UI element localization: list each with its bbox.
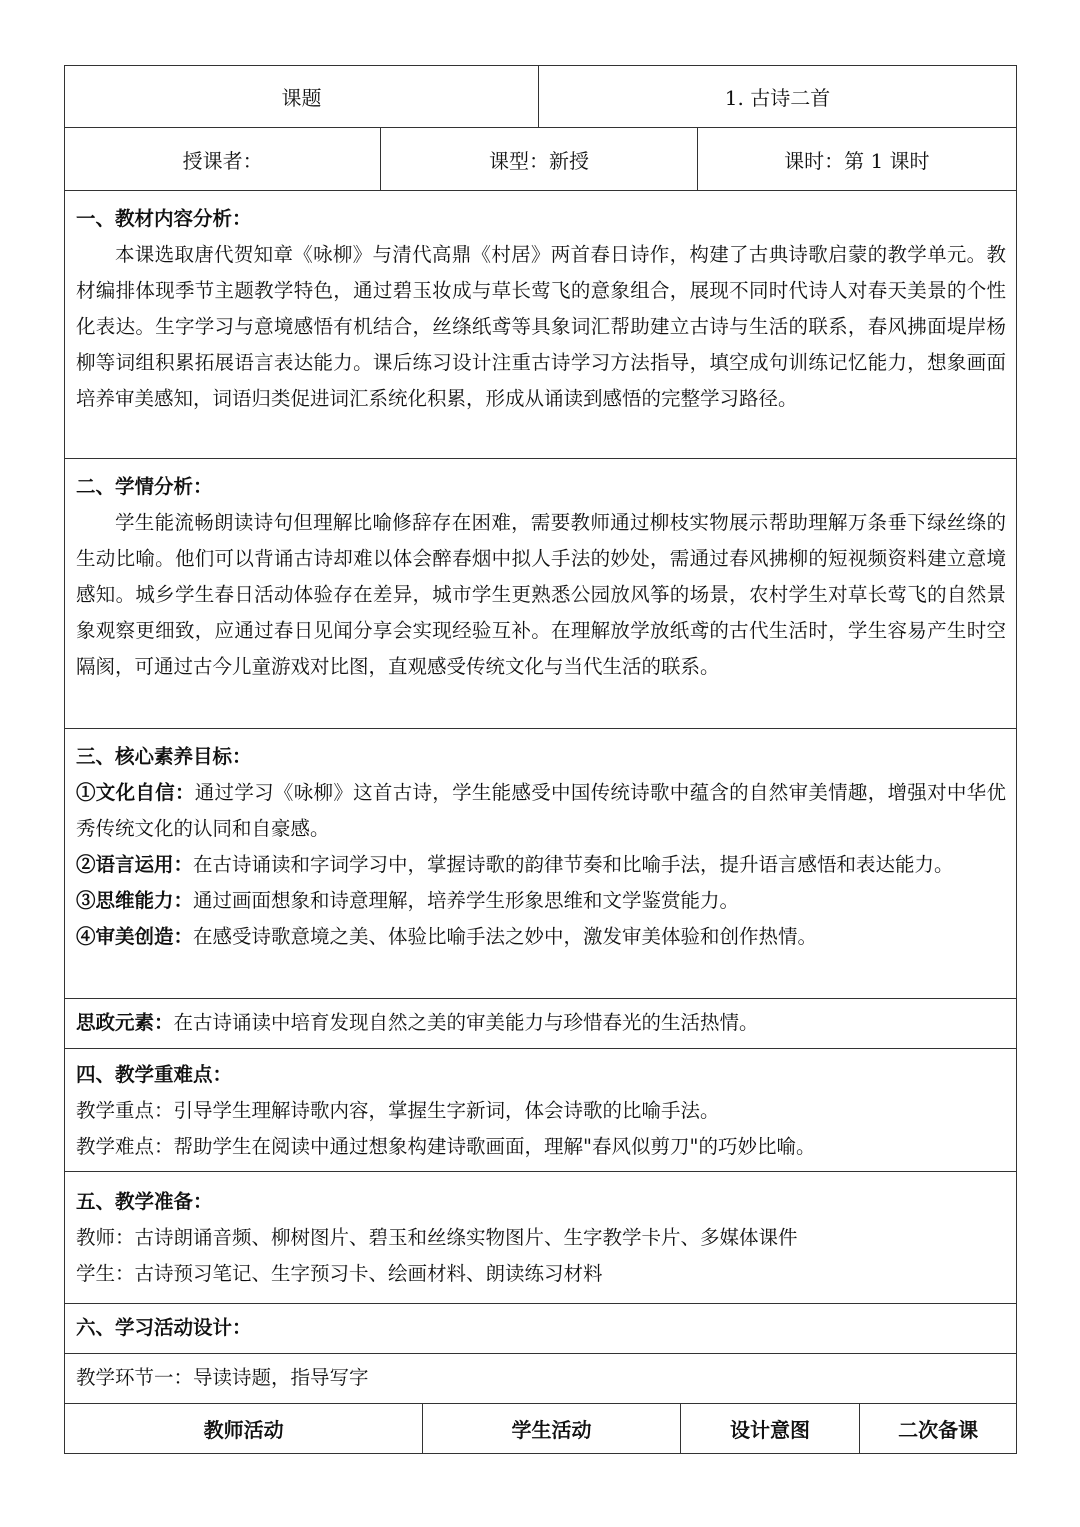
activity-header-row <box>64 1404 1017 1454</box>
second-prep-header: 二次备课 <box>898 1418 979 1442</box>
topic-value: 1. 古诗二首 <box>724 86 831 110</box>
student-preparation: 学生：古诗预习笔记、生字预习卡、绘画材料、朗读练习材料 <box>76 1262 603 1285</box>
teacher-preparation: 教师：古诗朗诵音频、柳树图片、碧玉和丝绦实物图片、生字教学卡片、多媒体课件 <box>76 1226 798 1249</box>
ideology-text: 在古诗诵读中培育发现自然之美的审美能力与珍惜春光的生活热情。 <box>173 1011 759 1034</box>
step1-title: 教学环节一：导读诗题，指导写字 <box>76 1366 369 1389</box>
teacher-activity-header: 教师活动 <box>65 1404 423 1453</box>
section2-body: 学生能流畅朗读诗句但理解比喻修辞存在困难，需要教师通过柳枝实物展示帮助理解万条垂下绿丝绦的生动比喻。他们可以背诵古诗却难以体会醉春烟中拟人手法的妙处，需通过春风拂柳的短视频资料建立意境感知。城乡学生春日活动体验存在差异，城市学生更熟悉公园放风筝的场景，农村学生对草长莺飞的自然景象观察更细致，应通过春日见闻分享会实现经验互补。在理解放学放纸鸢的古代生活时，学生容易产生时空隔阂，可通过古今儿童游戏对比图，直观感受传统文化与当代生活的联系。 <box>76 511 1006 678</box>
section5-heading: 五、教学准备： <box>76 1190 213 1213</box>
section3-heading: 三、核心素养目标： <box>76 745 252 768</box>
step1-row <box>64 1354 1017 1404</box>
goal-text: 通过学习《咏柳》这首古诗，学生能感受中国传统诗歌中蕴含的自然审美情趣，增强对中华优秀传统文化的认同和自豪感。 <box>76 781 1006 840</box>
ideology-label: 思政元素： <box>76 1011 174 1034</box>
goal-text: 在感受诗歌意境之美、体验比喻手法之妙中，激发审美体验和创作热情。 <box>193 925 818 948</box>
section-student-analysis <box>64 459 1017 729</box>
teacher-label: 授课者： <box>65 128 381 190</box>
topic-label: 课题 <box>65 66 539 127</box>
goal-label: ④审美创造： <box>76 925 194 948</box>
difficult-point: 教学难点：帮助学生在阅读中通过想象构建诗歌画面，理解"春风似剪刀"的巧妙比喻。 <box>76 1135 816 1158</box>
student-activity-header: 学生活动 <box>423 1404 680 1453</box>
lesson-plan-table <box>64 65 1017 1454</box>
section-activity-design <box>64 1304 1017 1354</box>
goal-item <box>76 883 1006 919</box>
section4-heading: 四、教学重难点： <box>76 1063 233 1086</box>
section-preparation <box>64 1172 1017 1304</box>
goal-label: ①文化自信： <box>76 781 195 804</box>
ideology-row <box>64 999 1017 1049</box>
goal-label: ②语言运用： <box>76 853 194 876</box>
goal-item <box>76 775 1006 847</box>
goal-item <box>76 847 1006 883</box>
section6-heading: 六、学习活动设计： <box>76 1316 252 1339</box>
goal-text: 通过画面想象和诗意理解，培养学生形象思维和文学鉴赏能力。 <box>193 889 740 912</box>
section-core-goals <box>64 729 1017 999</box>
design-intent-header: 设计意图 <box>681 1404 861 1453</box>
section-content-analysis <box>64 191 1017 459</box>
topic-row <box>64 65 1017 128</box>
lesson-period: 课时：第 1 课时 <box>784 148 930 173</box>
section1-body: 本课选取唐代贺知章《咏柳》与清代高鼎《村居》两首春日诗作，构建了古典诗歌启蒙的教学单元。教材编排体现季节主题教学特色，通过碧玉妆成与草长莺飞的意象组合，展现不同时代诗人对春天美景的个性化表达。生字学习与意境感悟有机结合，丝绦纸鸢等具象词汇帮助建立古诗与生活的联系，春风拂面堤岸杨柳等词组积累拓展语言表达能力。课后练习设计注重古诗学习方法指导，填空成句训练记忆能力，想象画面培养审美感知，词语归类促进词汇系统化积累，形成从诵读到感悟的完整学习路径。 <box>76 243 1006 410</box>
info-row <box>64 128 1017 191</box>
goal-text: 在古诗诵读和字词学习中，掌握诗歌的韵律节奏和比喻手法，提升语言感悟和表达能力。 <box>193 853 954 876</box>
section2-heading: 二、学情分析： <box>76 475 213 498</box>
key-point: 教学重点：引导学生理解诗歌内容，掌握生字新词，体会诗歌的比喻手法。 <box>76 1099 720 1122</box>
goal-item <box>76 919 1006 955</box>
goal-label: ③思维能力： <box>76 889 194 912</box>
section-key-points <box>64 1049 1017 1172</box>
section1-heading: 一、教材内容分析： <box>76 207 252 230</box>
lesson-type: 课型：新授 <box>381 128 697 190</box>
